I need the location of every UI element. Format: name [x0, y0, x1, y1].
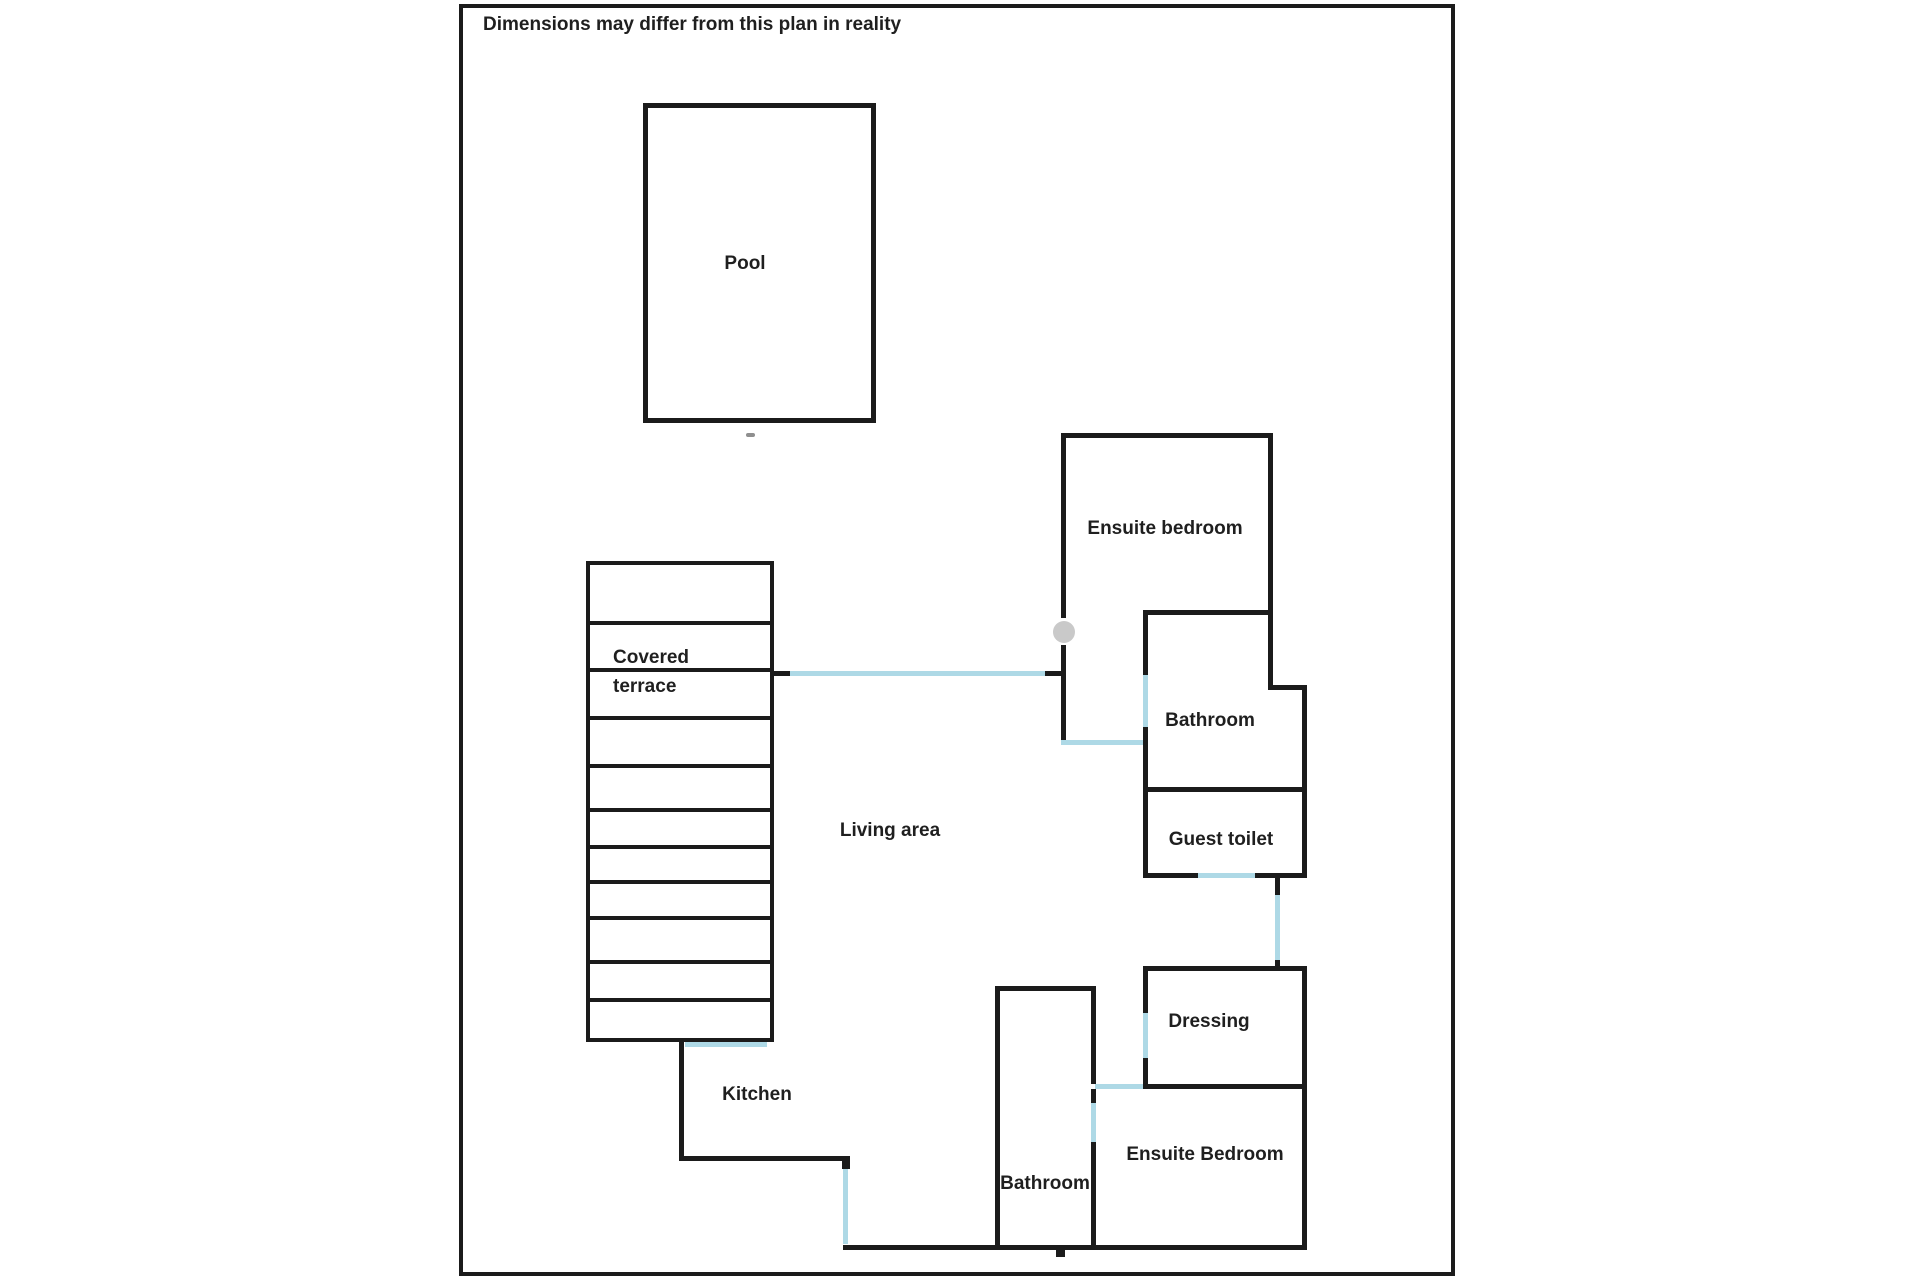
guest-toilet-south-door [1198, 873, 1255, 878]
disclaimer-text: Dimensions may differ from this plan in reality [483, 14, 902, 35]
terrace-slat-4 [586, 764, 774, 768]
bathroom-bottom-east-door [1091, 1103, 1096, 1142]
bathroom-top-north-wall [1143, 610, 1273, 615]
living-area-label: Living area [839, 820, 941, 841]
bathroom-top-label: Bathroom [1165, 710, 1255, 731]
terrace-slat-9 [586, 960, 774, 964]
guest-toilet-label: Guest toilet [1168, 829, 1274, 850]
bathroom-bottom-label: Bathroom [1000, 1173, 1090, 1194]
kitchen-south-wall-west [679, 1156, 847, 1161]
ensuite-top-door-arc [1053, 621, 1075, 643]
ensuite-bottom-south-wall [1093, 1245, 1307, 1250]
ensuite-bottom-north-opening [1095, 1084, 1143, 1089]
living-long-opening [790, 671, 1045, 676]
terrace-slat-7 [586, 880, 774, 884]
living-wall-stub-west [772, 671, 790, 676]
kitchen-west-wall [679, 1042, 684, 1160]
dressing-north-wall [1143, 966, 1307, 971]
terrace-slat-5 [586, 808, 774, 812]
ensuite-top-east-wall [1268, 433, 1273, 689]
bathroom-bottom-west-wall [995, 986, 1000, 1250]
bathroom-bottom-north-wall [995, 986, 1095, 991]
ensuite-top-west-wall-b [1061, 645, 1066, 671]
pool-small-mark [746, 433, 755, 437]
dressing-south-wall [1143, 1084, 1307, 1089]
bathroom-bottom-east-wall-b [1091, 1089, 1096, 1103]
bathroom-guest-toilet-divider [1143, 787, 1307, 792]
bathroom-top-west-wall-a [1143, 610, 1148, 675]
dressing-west-door [1143, 1013, 1148, 1058]
terrace-label-line2: terrace [613, 676, 677, 697]
terrace-outline [586, 561, 774, 1042]
dressing-east-wall [1302, 966, 1307, 1250]
dressing-west-wall-a [1143, 966, 1148, 1013]
kitchen-corner-tick [842, 1156, 850, 1169]
guest-toilet-south-wall-a [1143, 873, 1198, 878]
pool-label: Pool [724, 253, 766, 274]
ensuite-top-west-wall-a [1061, 433, 1066, 618]
terrace-slat-1 [586, 621, 774, 625]
terrace-slat-3 [586, 716, 774, 720]
ensuite-bedroom-bottom-label: Ensuite Bedroom [1126, 1144, 1284, 1165]
ensuite-top-west-wall-c [1061, 676, 1066, 742]
connector-opening [1275, 895, 1280, 960]
dressing-label: Dressing [1168, 1011, 1250, 1032]
ensuite-bedroom-top-label: Ensuite bedroom [1087, 518, 1243, 539]
guest-toilet-south-wall-b [1255, 873, 1307, 878]
bathroom-top-west-wall-b [1143, 727, 1148, 877]
terrace-slat-6 [586, 845, 774, 849]
bathroom-top-west-door [1143, 675, 1148, 727]
ensuite-top-south-opening [1061, 740, 1143, 745]
connector-stub-north [1275, 878, 1280, 895]
kitchen-opening-vertical [843, 1169, 848, 1244]
terrace-bottom-opening [685, 1042, 767, 1047]
terrace-slat-10 [586, 998, 774, 1002]
bathroom-bottom-east-wall-c [1091, 1142, 1096, 1250]
kitchen-label: Kitchen [722, 1084, 792, 1105]
ensuite-top-north-wall [1061, 433, 1272, 438]
south-wall-notch [1056, 1245, 1065, 1257]
terrace-label-line1: Covered [613, 647, 690, 668]
terrace-slat-8 [586, 916, 774, 920]
bathroom-top-east-wall [1302, 685, 1307, 877]
bathroom-bottom-east-wall-a [1091, 986, 1096, 1084]
